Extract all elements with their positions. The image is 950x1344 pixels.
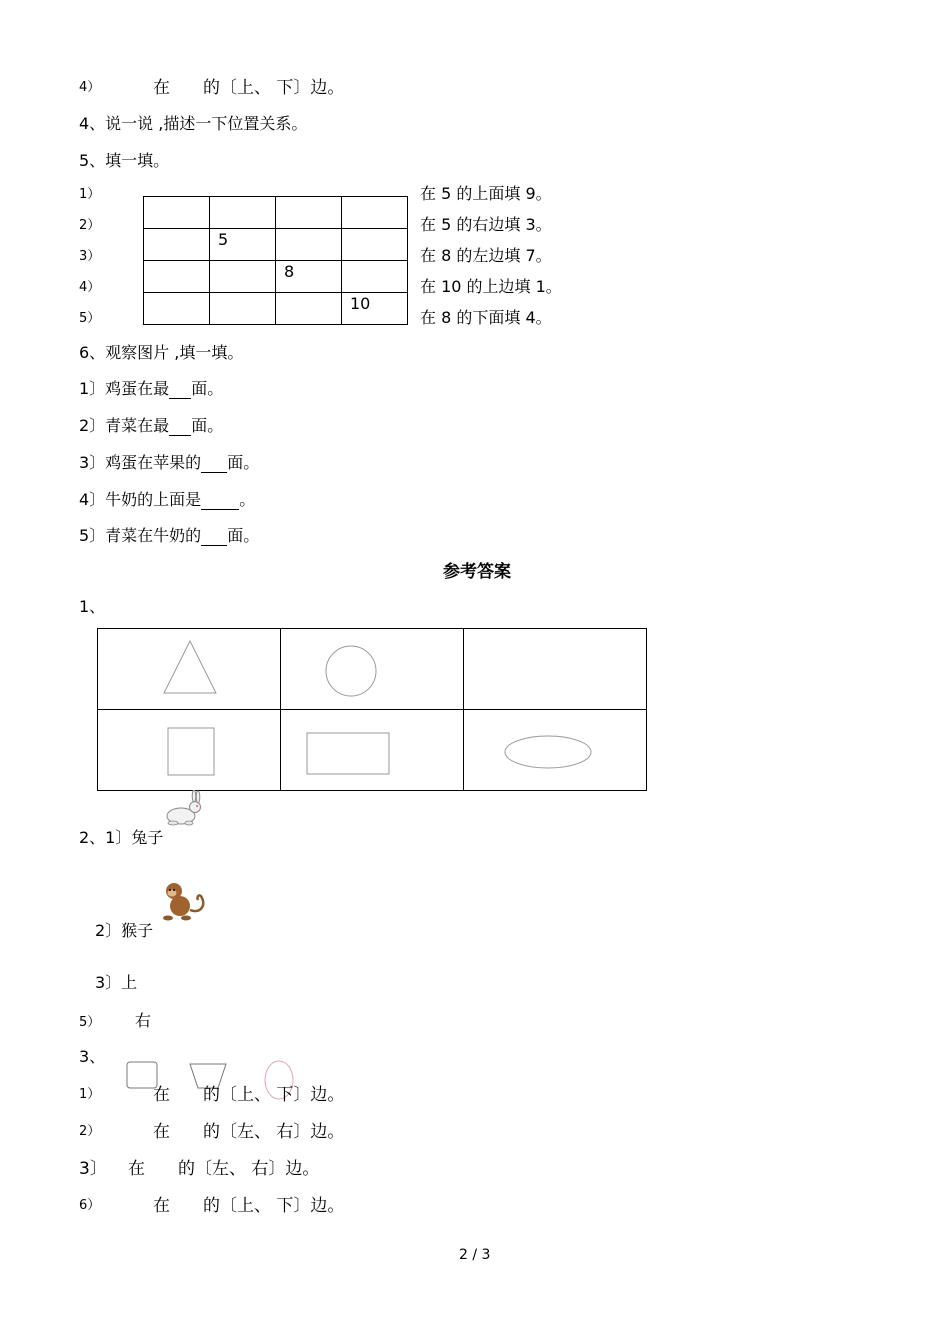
rabbit-icon — [163, 790, 205, 828]
shapes-table — [97, 628, 647, 791]
item-number: 4） — [79, 80, 101, 95]
answer-3-label: 3、 — [79, 1047, 106, 1066]
shape-cell — [98, 710, 281, 791]
item-text-de: 的〔上、 下〕边。 — [203, 78, 345, 98]
grid-cell[interactable] — [276, 293, 342, 325]
page-number: 2 / 3 — [459, 1247, 491, 1263]
grid-cell[interactable] — [276, 229, 342, 261]
grid-instruction: 在 5 的右边填 3。 — [420, 215, 552, 234]
grid-instruction: 在 10 的上边填 1。 — [420, 277, 562, 296]
item-text-zai: 在 — [153, 1196, 170, 1216]
item-text-zai: 在 — [153, 1085, 170, 1105]
ellipse-icon — [464, 710, 646, 786]
item-number: 6） — [79, 1198, 101, 1213]
row-number: 5） — [79, 311, 101, 326]
item-text-zai: 在 — [153, 78, 170, 98]
rectangle-icon — [281, 710, 463, 786]
item-number: 1） — [79, 1087, 101, 1102]
answer-blank[interactable] — [201, 490, 239, 510]
row-number: 3） — [79, 249, 101, 264]
monkey-icon — [160, 880, 208, 922]
row-number: 2） — [79, 218, 101, 233]
row-number: 1） — [79, 187, 101, 202]
grid-cell[interactable]: 8 — [276, 261, 342, 293]
fill-blank-item: 1〕鸡蛋在最 面。 — [79, 379, 224, 398]
answer-2-5: 右 — [135, 1011, 152, 1030]
answer-blank[interactable] — [169, 416, 191, 436]
item-number: 5） — [79, 1015, 101, 1030]
shape-cell — [98, 629, 281, 710]
grid-instruction: 在 5 的上面填 9。 — [420, 184, 552, 203]
row-number: 4） — [79, 280, 101, 295]
answer-blank[interactable] — [201, 526, 227, 546]
grid-cell[interactable] — [210, 197, 276, 229]
grid-cell[interactable] — [144, 229, 210, 261]
fill-blank-item: 4〕牛奶的上面是 。 — [79, 490, 256, 509]
grid-cell[interactable] — [210, 293, 276, 325]
fill-blank-item: 5〕青菜在牛奶的 面。 — [79, 526, 260, 545]
grid-cell[interactable]: 10 — [342, 293, 408, 325]
shape-cell — [464, 629, 647, 710]
answers-title: 参考答案 — [443, 562, 511, 582]
answer-blank[interactable] — [169, 379, 191, 399]
triangle-icon — [98, 629, 280, 705]
item-text-de: 的〔上、 下〕边。 — [203, 1085, 345, 1105]
grid-cell[interactable] — [342, 197, 408, 229]
grid-cell[interactable] — [342, 261, 408, 293]
grid-cell[interactable] — [144, 261, 210, 293]
grid-cell[interactable] — [210, 261, 276, 293]
answer-2-3: 3〕上 — [95, 973, 138, 992]
grid-instruction: 在 8 的下面填 4。 — [420, 308, 552, 327]
circle-icon — [281, 629, 463, 705]
answer-1-label: 1、 — [79, 597, 106, 616]
item-text-de: 的〔左、 右〕边。 — [178, 1159, 320, 1179]
grid-cell[interactable]: 5 — [210, 229, 276, 261]
question-5-title: 5、填一填。 — [79, 151, 170, 170]
item-text-zai: 在 — [153, 1122, 170, 1142]
square-icon — [98, 710, 280, 786]
item-text-zai: 在 — [128, 1159, 145, 1179]
item-text-de: 的〔上、 下〕边。 — [203, 1196, 345, 1216]
answer-blank[interactable] — [201, 453, 227, 473]
item-number: 3〕 — [79, 1159, 107, 1179]
item-text-de: 的〔左、 右〕边。 — [203, 1122, 345, 1142]
answer-2-2: 2〕猴子 — [95, 921, 154, 940]
shape-cell — [281, 629, 464, 710]
shape-cell — [464, 710, 647, 791]
grid-cell[interactable] — [276, 197, 342, 229]
grid-instruction: 在 8 的左边填 7。 — [420, 246, 552, 265]
grid-cell[interactable] — [144, 293, 210, 325]
question-4-title: 4、说一说 ,描述一下位置关系。 — [79, 114, 308, 133]
question-6-title: 6、观察图片 ,填一填。 — [79, 343, 244, 362]
grid-cell[interactable] — [144, 197, 210, 229]
fill-blank-item: 2〕青菜在最 面。 — [79, 416, 224, 435]
answer-2-1: 2、1〕兔子 — [79, 828, 164, 847]
fill-blank-item: 3〕鸡蛋在苹果的 面。 — [79, 453, 260, 472]
number-grid — [143, 196, 408, 325]
item-number: 2） — [79, 1124, 101, 1139]
shape-cell — [281, 710, 464, 791]
grid-cell[interactable] — [342, 229, 408, 261]
